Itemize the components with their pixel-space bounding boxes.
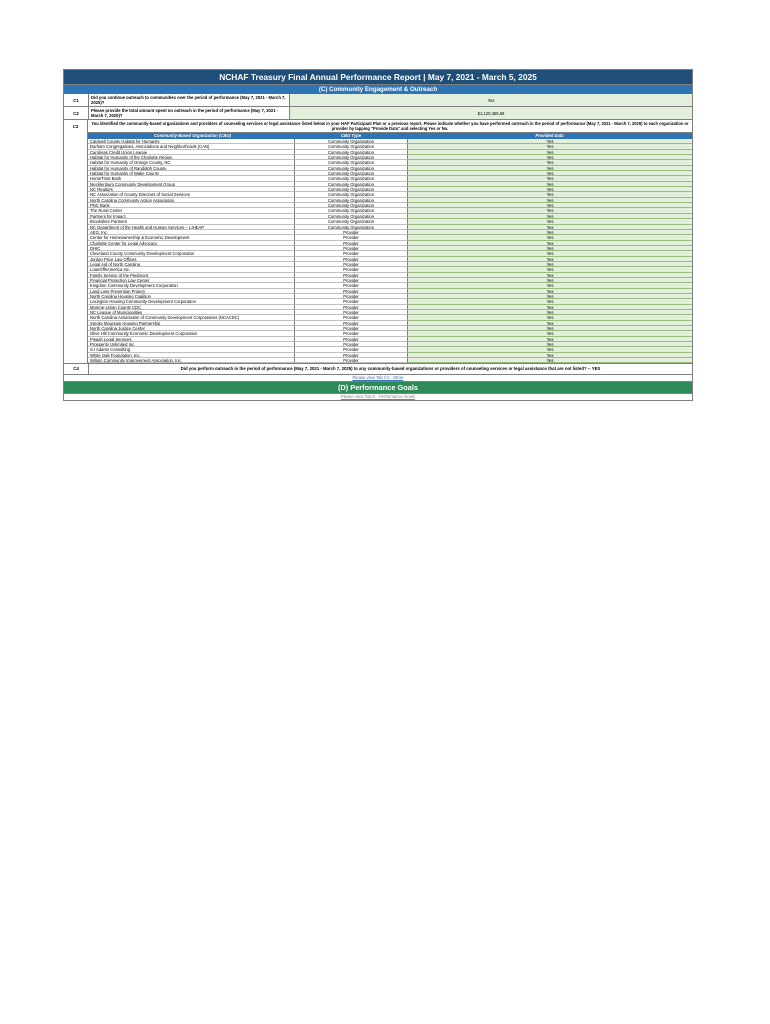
section-d-header: (D) Performance Goals [63, 381, 693, 394]
type-cell: Provider [295, 347, 408, 352]
type-cell: Community Organization [295, 139, 408, 144]
provided-data-cell[interactable]: Yes [408, 353, 692, 358]
c3-instruction: You identified the community-based organizations and providers of counseling services or legal assistance listed below in your HAF Participant Plan or a previous report. Please indicate whether you have performed outreach in the period of performance (May 7, 2021 - March 7, 2025) to each organization or provider by tapping "Provide Data" and selecting Yes or No. [88, 120, 692, 133]
column-header-type: CBO Type [340, 133, 362, 138]
question-text: Please provide the total amount spent on outreach in the period of performance (May 7, 2021 - March 7, 2025)? [89, 107, 289, 119]
provided-data-cell[interactable]: Yes [408, 257, 692, 262]
provided-data-cell[interactable]: Yes [408, 278, 692, 283]
tab-c4-link[interactable]: Please view Tab C4 - Other [63, 375, 693, 381]
provided-data-cell[interactable]: Yes [408, 235, 692, 240]
type-cell: Provider [295, 299, 408, 304]
type-cell: Community Organization [295, 208, 408, 213]
section-c-header: (C) Community Engagement & Outreach [63, 85, 693, 94]
provided-data-cell[interactable]: Yes [408, 273, 692, 278]
org-cell: North Carolina Justice Center [88, 326, 295, 331]
org-cell: Family Service of the Piedmont [88, 273, 295, 278]
table-row [88, 358, 692, 363]
org-cell: Jordan Price Law Offices [88, 257, 295, 262]
answer-cell[interactable]: $1,120,355.59 [289, 107, 692, 119]
provided-data-cell[interactable]: Yes [408, 289, 692, 294]
org-cell: Habitat for Humanity of Orange County, NC [88, 160, 295, 165]
provided-data-cell[interactable]: Yes [408, 358, 692, 363]
org-cell: Kingdom Community Development Corporation [88, 283, 295, 288]
provided-data-cell[interactable]: Yes [408, 219, 692, 224]
type-cell: Provider [295, 342, 408, 347]
question-c4-row [63, 364, 693, 375]
org-cell: Financial Protection Law Center [88, 278, 295, 283]
org-cell: Cleveland County Community Development Corporation [88, 251, 295, 256]
provided-data-cell[interactable]: Yes [408, 310, 692, 315]
provided-data-cell[interactable]: Yes [408, 251, 692, 256]
org-cell: White Oak Foundation, Inc. [88, 353, 295, 358]
question-text: Did you perform outreach in the period of performance (May 7, 2021 - March 7, 2025) to any community-based organizations or providers of counseling services or legal assistance that are not listed? -- YES [180, 366, 601, 372]
provided-data-cell[interactable]: Yes [408, 262, 692, 267]
provided-data-cell[interactable]: Yes [408, 144, 692, 149]
type-cell: Provider [295, 246, 408, 251]
provided-data-cell[interactable]: Yes [408, 225, 692, 230]
type-cell: Provider [295, 251, 408, 256]
org-cell: AEG, Inc. [88, 230, 295, 235]
type-cell: Provider [295, 305, 408, 310]
provided-data-cell[interactable]: Yes [408, 331, 692, 336]
type-cell: Community Organization [295, 214, 408, 219]
provided-data-cell[interactable]: Yes [408, 139, 692, 144]
org-cell: Pisgah Legal Services [88, 337, 295, 342]
org-cell: Habitat for Humanity of the Charlotte Region [88, 155, 295, 160]
org-cell: Durham Congregations, Associations and Neighborhoods (CAN) [88, 144, 295, 149]
org-cell: Carolinas Credit Union League [88, 150, 295, 155]
provided-data-cell[interactable]: Yes [408, 347, 692, 352]
type-cell: Provider [295, 289, 408, 294]
question-number: C4 [64, 364, 89, 374]
provided-data-cell[interactable]: Yes [408, 305, 692, 310]
org-cell: North Carolina Association of Community Development Corporations (NCACDC) [88, 315, 295, 320]
provided-data-cell[interactable]: Yes [408, 337, 692, 342]
org-cell: North Carolina Housing Coalition [88, 294, 295, 299]
type-cell: Provider [295, 235, 408, 240]
type-cell: Provider [295, 278, 408, 283]
org-cell: Monroe-Union County CDC [88, 305, 295, 310]
type-cell: Community Organization [295, 182, 408, 187]
provided-data-cell[interactable]: Yes [408, 230, 692, 235]
org-cell: The Rural Center [88, 208, 295, 213]
provided-data-cell[interactable]: Yes [408, 321, 692, 326]
type-cell: Provider [295, 241, 408, 246]
type-cell: Community Organization [295, 192, 408, 197]
org-cell: Land Loss Prevention Project [88, 289, 295, 294]
org-cell: NC Realtors [88, 187, 295, 192]
provided-data-cell[interactable]: Yes [408, 246, 692, 251]
type-cell: Community Organization [295, 187, 408, 192]
type-cell: Community Organization [295, 171, 408, 176]
type-cell: Community Organization [295, 166, 408, 171]
org-cell: DHIC [88, 246, 295, 251]
org-cell: Charlotte Center for Legal Advocacy [88, 241, 295, 246]
type-cell: Provider [295, 283, 408, 288]
type-cell: Provider [295, 321, 408, 326]
provided-data-cell[interactable]: Yes [408, 187, 692, 192]
answer-cell[interactable]: Yes [289, 94, 692, 106]
question-number: C2 [64, 107, 89, 119]
org-cell: NC Association of County Directors of Social Services [88, 192, 295, 197]
org-cell: Prosperity Unlimited Inc [88, 342, 295, 347]
type-cell: Provider [295, 326, 408, 331]
org-cell: HomeTrust Bank [88, 176, 295, 181]
provided-data-cell[interactable]: Yes [408, 315, 692, 320]
org-cell: Partners for Impact [88, 214, 295, 219]
table-body [88, 139, 692, 363]
column-header-provided: Provided Data [535, 133, 564, 138]
tab-d-link[interactable]: Please view Tab D - Performance Goals [63, 394, 693, 401]
type-cell: Community Organization [295, 160, 408, 165]
type-cell: Community Organization [295, 155, 408, 160]
org-cell: Center for Homeownership & Economic Development [88, 235, 295, 240]
provided-data-cell[interactable]: Yes [408, 150, 692, 155]
question-c2-row [63, 107, 693, 120]
org-cell: Smoky Mountain Housing Partnership [88, 321, 295, 326]
question-text: Did you continue outreach to communities over the period of performance (May 7, 2021 - March 7, 2025)? [89, 94, 289, 106]
type-cell: Community Organization [295, 150, 408, 155]
type-cell: Community Organization [295, 198, 408, 203]
c3-body [88, 120, 692, 363]
type-cell: Community Organization [295, 225, 408, 230]
org-cell: Wilson Community Improvement Association, Inc. [88, 358, 295, 363]
org-cell: Mecklenburg Community Development Group [88, 182, 295, 187]
type-cell: Provider [295, 358, 408, 363]
provided-data-cell[interactable]: Yes [408, 283, 692, 288]
org-cell: North Carolina Community Action Association [88, 198, 295, 203]
org-cell: NC Department of the Health and Human Services -- LIHEAP [88, 225, 295, 230]
provided-data-cell[interactable]: Yes [408, 155, 692, 160]
provided-data-cell[interactable]: Yes [408, 294, 692, 299]
question-c1-row [63, 94, 693, 107]
provided-data-cell[interactable]: Yes [408, 166, 692, 171]
org-cell: LoanOffsAmerica Inc. [88, 267, 295, 272]
org-cell: PNC Bank [88, 203, 295, 208]
provided-data-cell[interactable]: Yes [408, 214, 692, 219]
type-cell: Provider [295, 353, 408, 358]
type-cell: Provider [295, 331, 408, 336]
type-cell: Provider [295, 294, 408, 299]
question-number: C3 [64, 120, 88, 363]
provided-data-cell[interactable]: Yes [408, 182, 692, 187]
type-cell: Community Organization [295, 144, 408, 149]
org-cell: NC League of Municipalities [88, 310, 295, 315]
provided-data-cell[interactable]: Yes [408, 198, 692, 203]
org-cell: Habitat for Humanity of Randolph County [88, 166, 295, 171]
org-cell: Caldwell County Habitat for Humanity [88, 139, 295, 144]
org-cell: Habitat for Humanity of Wake County [88, 171, 295, 176]
type-cell: Provider [295, 315, 408, 320]
provided-data-cell[interactable]: Yes [408, 160, 692, 165]
report-title: NCHAF Treasury Final Annual Performance Report | May 7, 2021 - March 5, 2025 [63, 69, 693, 85]
type-cell: Provider [295, 257, 408, 262]
type-cell: Community Organization [295, 219, 408, 224]
provided-data-cell[interactable]: Yes [408, 299, 692, 304]
type-cell: Community Organization [295, 203, 408, 208]
question-number: C1 [64, 94, 89, 106]
org-cell: S.I Adams Consulting [88, 347, 295, 352]
type-cell: Provider [295, 267, 408, 272]
type-cell: Community Organization [295, 176, 408, 181]
provided-data-cell[interactable]: Yes [408, 192, 692, 197]
type-cell: Provider [295, 337, 408, 342]
type-cell: Provider [295, 230, 408, 235]
org-cell: Brookshire Partners [88, 219, 295, 224]
org-cell: Legal Aid of North Carolina [88, 262, 295, 267]
type-cell: Provider [295, 310, 408, 315]
provided-data-cell[interactable]: Yes [408, 171, 692, 176]
type-cell: Provider [295, 273, 408, 278]
type-cell: Provider [295, 262, 408, 267]
provided-data-cell[interactable]: Yes [408, 203, 692, 208]
provided-data-cell[interactable]: Yes [408, 176, 692, 181]
question-c3-block [63, 120, 693, 364]
org-cell: Lexington Housing Community Development Corporation [88, 299, 295, 304]
provided-data-cell[interactable]: Yes [408, 241, 692, 246]
provided-data-cell[interactable]: Yes [408, 208, 692, 213]
org-cell: Olive Hill Community Economic Development Corporation [88, 331, 295, 336]
provided-data-cell[interactable]: Yes [408, 342, 692, 347]
column-header-org: Community-Based Organization (CBO) [153, 133, 231, 138]
provided-data-cell[interactable]: Yes [408, 267, 692, 272]
report-sheet [63, 69, 693, 401]
provided-data-cell[interactable]: Yes [408, 326, 692, 331]
